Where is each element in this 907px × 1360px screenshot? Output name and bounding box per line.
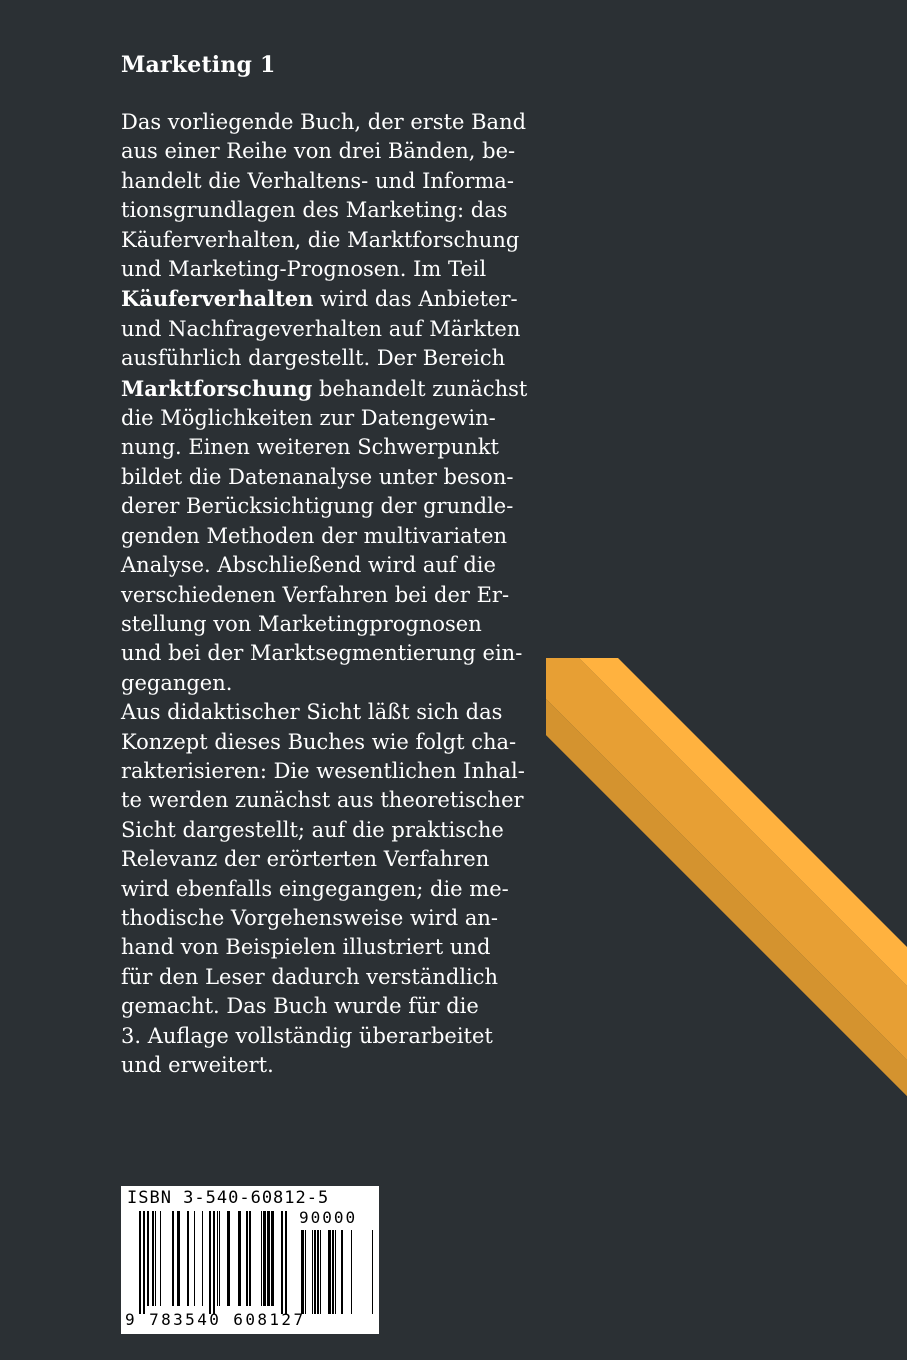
back-cover-blurb [121,108,528,1080]
blurb-text: rakterisieren: Die wesentlichen Inhal- [121,758,525,783]
barcode-bar [219,1211,220,1306]
blurb-text: wird das Anbieter- [313,287,518,312]
blurb-bold-term: Käuferverhalten [121,286,314,312]
barcode-bar [328,1230,331,1314]
barcode-bar [202,1211,203,1306]
blurb-text: behandelt zunächst [312,376,528,401]
barcode-guard-bar [281,1211,283,1314]
barcode-bar [263,1211,266,1306]
barcode-bar [335,1230,336,1314]
blurb-text: Aus didaktischer Sicht läßt sich das [121,700,503,725]
barcode-bar [217,1211,218,1306]
blurb-line [121,315,521,344]
pencil-face-light-2 [546,699,907,1096]
blurb-text: gegangen. [121,670,233,695]
barcode-bar [155,1211,156,1306]
barcode-bar [305,1230,306,1314]
blurb-text: stellung von Marketingprognosen [121,611,482,636]
blurb-line [121,226,521,255]
blurb-line [121,698,521,727]
barcode-bar [372,1230,373,1314]
barcode-bar [147,1211,149,1306]
blurb-text: 3. Auflage vollständig überarbeitet [121,1023,493,1048]
barcode-bar [160,1211,161,1306]
blurb-text: die Möglichkeiten zur Datengewin- [121,406,496,431]
barcode-bar [317,1230,319,1314]
blurb-line [121,845,521,874]
barcode-bar [332,1230,334,1314]
barcode-bar [351,1230,352,1314]
blurb-text: Das vorliegende Buch, der erste Band [121,110,527,134]
blurb-line [121,639,521,668]
blurb-line [121,167,521,196]
blurb-text: gemacht. Das Buch wurde für die [121,994,479,1019]
blurb-line [121,255,521,284]
blurb-line [121,610,521,639]
blurb-text: te werden zunächst aus theoretischer [121,788,524,813]
barcode-bar [301,1230,304,1314]
barcode-bar [341,1230,343,1314]
pencil-face-mid [546,658,907,1060]
blurb-text: thodische Vorgehensweise wird an- [121,905,498,930]
barcode-bar [271,1211,274,1306]
blurb-text: wird ebenfalls eingegangen; die me- [121,876,509,901]
pencil-face-dark [546,715,907,1096]
blurb-text: Sicht dargestellt; auf die praktische [121,817,504,842]
blurb-text: und Marketing-Prognosen. Im Teil [121,257,487,282]
barcode-guard-bar [285,1211,287,1314]
barcode-bar [312,1230,313,1314]
blurb-line [121,992,521,1021]
blurb-line [121,284,521,314]
barcode-bar [177,1211,180,1306]
blurb-text: tionsgrundlagen des Marketing: das [121,198,508,223]
blurb-text: Konzept dieses Buches wie folgt cha- [121,729,517,754]
blurb-line [121,433,521,462]
barcode-bar [152,1211,154,1306]
blurb-text: derer Berücksichtigung der grundle- [121,494,514,519]
blurb-text: und erweitert. [121,1053,274,1077]
blurb-line [121,374,528,404]
blurb-bold-term: Marktforschung [121,375,313,401]
blurb-line [121,492,521,521]
blurb-line [121,108,527,137]
blurb-text: Käuferverhalten, die Marktforschung [121,227,520,252]
blurb-text: hand von Beispielen illustriert und [121,935,491,960]
isbn-label: ISBN 3-540-60812-5 [127,1188,330,1208]
barcode-bar [246,1211,248,1306]
blurb-line [121,581,521,610]
blurb-text: und bei der Marktsegmentierung ein- [121,641,523,666]
pencil-face-light [579,658,907,986]
barcode-bar [238,1211,241,1306]
blurb-line [121,1022,521,1051]
blurb-line [121,816,521,845]
blurb-text: aus einer Reihe von drei Bänden, be- [121,139,516,164]
barcode-bar [172,1211,174,1306]
blurb-line [121,669,521,698]
barcode-bar [227,1211,230,1306]
barcode-guard-bar [213,1211,215,1314]
blurb-text: Relevanz der erörterten Verfahren [121,847,490,872]
blurb-line [121,404,521,433]
blurb-line [121,728,521,757]
barcode-bar [249,1211,251,1306]
barcode-bar [267,1211,270,1306]
blurb-text: bildet die Datenanalyse unter beson- [121,464,514,489]
barcode-bar [314,1230,316,1314]
barcode-bar [194,1211,195,1306]
barcode-guard-bar [143,1211,145,1314]
blurb-line [121,137,521,166]
barcode-bar [320,1230,321,1314]
price-addon-digits: 90000 [299,1208,358,1227]
isbn-barcode [121,1186,379,1334]
blurb-line [121,551,521,580]
blurb-line [121,196,521,225]
blurb-line [121,522,521,551]
ean-digits: 9 783540 608127 [125,1310,306,1329]
blurb-line [121,786,524,815]
blurb-line [121,933,521,962]
blurb-line [121,757,525,786]
blurb-line [121,904,521,933]
blurb-text: nung. Einen weiteren Schwerpunkt [121,435,499,460]
blurb-text: für den Leser dadurch verständlich [121,964,499,989]
blurb-line [121,1051,521,1080]
blurb-text: genden Methoden der multivariaten [121,523,508,548]
blurb-text: und Nachfrageverhalten auf Märkten [121,316,521,341]
book-title: Marketing 1 [121,52,276,78]
barcode-bar [187,1211,189,1306]
blurb-line [121,344,521,373]
blurb-text: ausführlich dargestellt. Der Bereich [121,346,506,371]
blurb-text: handelt die Verhaltens- und Informa- [121,168,514,193]
barcode-guard-bar [209,1211,211,1314]
barcode-guard-bar [139,1211,141,1314]
barcode-bar [261,1211,262,1306]
blurb-text: verschiedenen Verfahren bei der Er- [121,582,510,607]
blurb-line [121,875,521,904]
blurb-line [121,463,521,492]
blurb-text: Analyse. Abschließend wird auf die [121,553,496,578]
blurb-line [121,963,521,992]
